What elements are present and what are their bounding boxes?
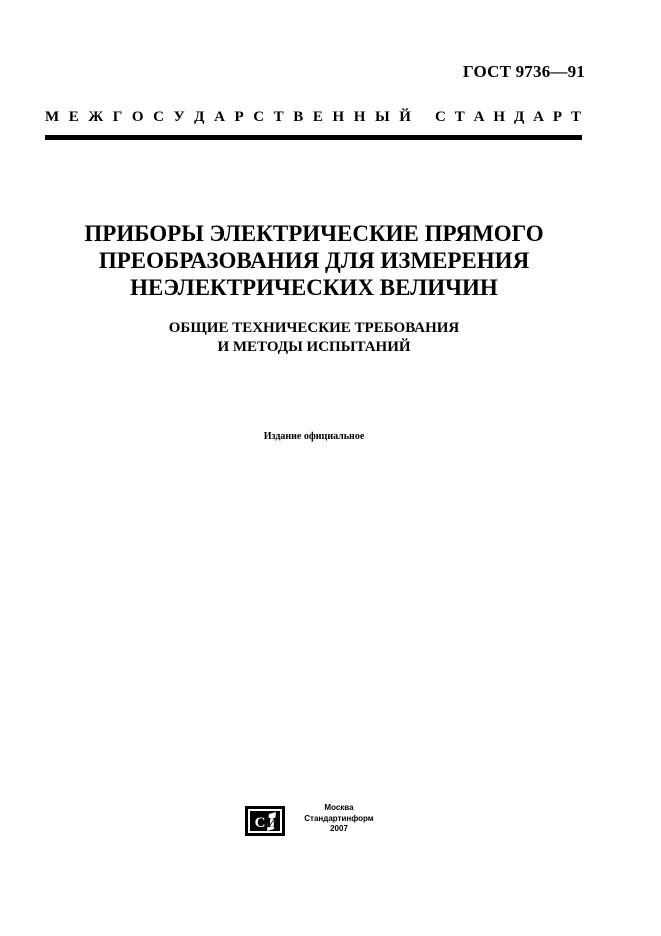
publisher-logo-icon — [245, 806, 285, 836]
standard-type-letter: С — [435, 109, 446, 125]
standard-type-letter: Н — [332, 109, 345, 125]
standard-type-letter: С — [253, 109, 265, 125]
standard-type-letter: Т — [273, 109, 284, 125]
standard-type-word-standard — [435, 107, 581, 127]
standard-type-letter: М — [45, 109, 60, 125]
standard-type-letter: О — [131, 109, 144, 125]
standard-type-letter: А — [473, 109, 485, 125]
svg-text:С: С — [254, 815, 266, 831]
document-title — [0, 220, 628, 301]
svg-text:И: И — [266, 816, 278, 831]
standard-type-letter: Р — [552, 109, 563, 125]
standard-type-letter: Т — [454, 109, 465, 125]
subtitle-line: ОБЩИЕ ТЕХНИЧЕСКИЕ ТРЕБОВАНИЯ — [168, 320, 460, 336]
standard-type-letter: Н — [493, 109, 506, 125]
publisher-year: 2007 — [330, 824, 348, 833]
standard-type-letter: Н — [353, 109, 366, 125]
standard-type-letter: Ы — [374, 109, 390, 125]
title-line: НЕЭЛЕКТРИЧЕСКИХ ВЕЛИЧИН — [130, 275, 498, 300]
publisher-city: Москва — [324, 803, 354, 812]
standard-type-letter: Г — [112, 109, 123, 125]
standard-type-letter: Д — [513, 109, 525, 125]
standard-type-letter: А — [214, 109, 225, 125]
standard-type-letter: Й — [399, 109, 411, 125]
document-number: ГОСТ 9736—91 — [462, 62, 585, 81]
standard-type-letter: Е — [312, 109, 323, 125]
title-line: ПРЕОБРАЗОВАНИЯ ДЛЯ ИЗМЕРЕНИЯ — [98, 248, 530, 273]
header-divider — [45, 135, 582, 140]
subtitle-line: И МЕТОДЫ ИСПЫТАНИЙ — [217, 339, 411, 355]
document-subtitle — [0, 319, 628, 357]
standard-type-letter: Д — [194, 109, 205, 125]
standard-type-letter: Е — [68, 109, 79, 125]
standard-type-letter: У — [173, 109, 185, 125]
title-block — [0, 220, 628, 357]
publisher-block — [245, 803, 395, 839]
standard-type-letter: В — [293, 109, 304, 125]
publisher-text — [285, 803, 393, 835]
publisher-name: Стандартинформ — [304, 813, 374, 823]
standard-type-letter: Ж — [88, 109, 104, 125]
title-line: ПРИБОРЫ ЭЛЕКТРИЧЕСКИЕ ПРЯМОГО — [84, 221, 544, 246]
standard-type-letter: Т — [570, 109, 581, 125]
standard-type-word-interstate — [45, 107, 411, 127]
standard-type-letter: Р — [234, 109, 244, 125]
standard-type-letter: С — [153, 109, 164, 125]
standard-type-label — [45, 107, 581, 127]
edition-note: Издание официальное — [263, 431, 365, 442]
standard-type-letter: А — [533, 109, 544, 125]
